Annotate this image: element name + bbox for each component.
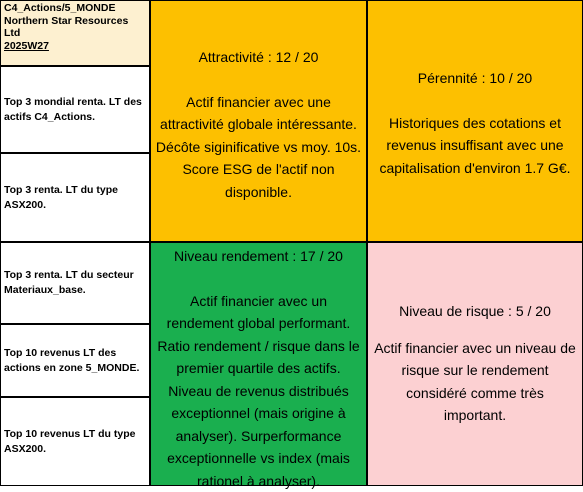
rendement-text: rendement global performant.: [151, 312, 366, 335]
ranking-text: Top 10 revenus LT du type: [4, 427, 135, 442]
rendement-text: Ratio rendement / risque dans le: [151, 335, 366, 358]
rendement-text: Niveau de revenus distribués: [151, 380, 366, 403]
risque-panel: [367, 242, 583, 486]
ranking-cell-2: [0, 153, 150, 242]
portfolio-path: C4_Actions/5_MONDE: [4, 2, 115, 15]
perennite-panel: [367, 0, 583, 242]
ranking-cell-5: [0, 397, 150, 486]
attractivite-text: disponible.: [151, 181, 366, 204]
attractivite-text: attractivité globale intéressante.: [151, 113, 366, 136]
rendement-title: Niveau rendement : 17 / 20: [151, 245, 366, 268]
ranking-cell-1: [0, 66, 150, 153]
ranking-text: Top 3 renta. LT du secteur: [4, 268, 134, 283]
ranking-cell-4: [0, 324, 150, 397]
ranking-text: actions en zone 5_MONDE.: [4, 361, 139, 376]
ranking-text: Top 3 renta. LT du type: [4, 183, 118, 198]
ranking-text: Top 3 mondial renta. LT des: [4, 95, 142, 110]
attractivite-text: Décôte siginificative vs moy. 10s.: [151, 136, 366, 159]
perennite-text: revenus insuffisant avec une: [368, 134, 582, 157]
asset-name-line2: Ltd: [4, 27, 20, 40]
risque-title: Niveau de risque : 5 / 20: [368, 300, 582, 323]
rendement-text: analyser). Surperformance: [151, 425, 366, 448]
risque-text: risque sur le rendement: [368, 359, 582, 382]
rendement-text: premier quartile des actifs.: [151, 357, 366, 380]
perennite-text: capitalisation d'environ 1.7 G€.: [368, 157, 582, 180]
rendement-text: exceptionnelle vs index (mais: [151, 447, 366, 470]
ranking-text: Top 10 revenus LT des: [4, 346, 139, 361]
ranking-cell-3: [0, 242, 150, 324]
attractivite-title: Attractivité : 12 / 20: [151, 46, 366, 69]
perennite-title: Pérennité : 10 / 20: [368, 67, 582, 90]
risque-text: Actif financier avec un niveau de: [368, 337, 582, 360]
risque-text: important.: [368, 404, 582, 427]
rendement-text: rationel à analyser).: [151, 470, 366, 492]
attractivite-text: Score ESG de l'actif non: [151, 158, 366, 181]
asset-name-line1: Northern Star Resources: [4, 15, 128, 28]
ranking-text: ASX200.: [4, 442, 135, 457]
ranking-text: ASX200.: [4, 198, 118, 213]
rendement-panel: [150, 242, 367, 486]
ranking-text: actifs C4_Actions.: [4, 110, 142, 125]
risque-text: considéré comme très: [368, 382, 582, 405]
perennite-text: Historiques des cotations et: [368, 112, 582, 135]
week-label: 2025W27: [4, 40, 49, 53]
rendement-text: Actif financier avec un: [151, 290, 366, 313]
ranking-text: Materiaux_base.: [4, 283, 134, 298]
attractivite-panel: [150, 0, 367, 242]
asset-header-cell: [0, 0, 150, 66]
attractivite-text: Actif financier avec une: [151, 91, 366, 114]
rendement-text: exceptionnel (mais origine à: [151, 402, 366, 425]
